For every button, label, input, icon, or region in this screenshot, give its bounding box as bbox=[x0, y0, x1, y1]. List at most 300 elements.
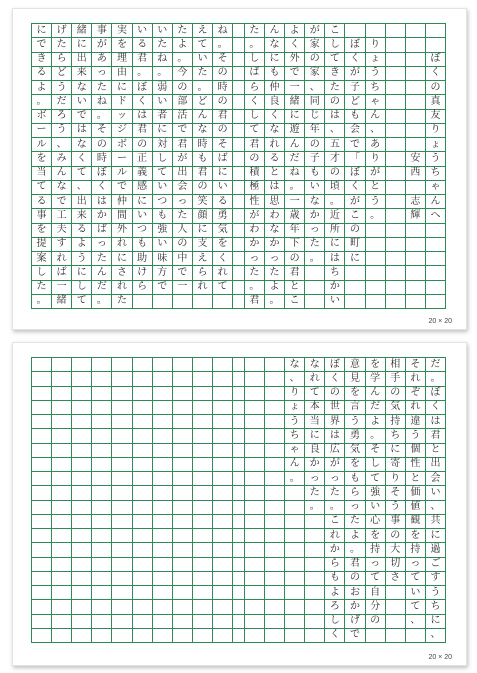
grid-cell: 子 bbox=[305, 152, 324, 166]
grid-column bbox=[172, 24, 192, 308]
grid-cell bbox=[193, 515, 212, 529]
grid-cell: の bbox=[173, 238, 192, 252]
grid-cell: ち bbox=[285, 429, 304, 443]
grid-cell: て bbox=[245, 124, 264, 138]
grid-column bbox=[244, 358, 264, 642]
grid-cell: も bbox=[345, 472, 364, 486]
grid-cell: ば bbox=[245, 67, 264, 81]
grid-cell bbox=[173, 444, 192, 458]
grid-cell: い bbox=[305, 181, 324, 195]
grid-cell bbox=[245, 629, 264, 642]
grid-cell bbox=[133, 543, 152, 557]
grid-cell bbox=[193, 387, 212, 401]
grid-cell bbox=[153, 600, 172, 614]
grid-cell: で bbox=[72, 110, 91, 124]
grid-cell bbox=[72, 558, 91, 572]
grid-column bbox=[91, 358, 111, 642]
grid-cell: た bbox=[305, 486, 324, 500]
grid-cell: に bbox=[133, 195, 152, 209]
grid-cell bbox=[112, 586, 131, 600]
grid-cell: も bbox=[265, 67, 284, 81]
grid-cell: 町 bbox=[345, 238, 364, 252]
grid-cell bbox=[72, 572, 91, 586]
grid-cell bbox=[245, 501, 264, 515]
grid-cell: の bbox=[285, 252, 304, 266]
grid-cell bbox=[406, 67, 425, 81]
grid-cell bbox=[406, 266, 425, 280]
grid-cell: で bbox=[345, 138, 364, 152]
grid-cell bbox=[406, 281, 425, 295]
grid-cell: だ bbox=[366, 401, 385, 415]
grid-cell: う bbox=[406, 429, 425, 443]
grid-cell: い bbox=[406, 586, 425, 600]
grid-cell: 人 bbox=[173, 224, 192, 238]
grid-cell bbox=[112, 558, 131, 572]
grid-cell bbox=[32, 372, 51, 386]
grid-cell: ぞ bbox=[406, 387, 425, 401]
grid-cell bbox=[406, 53, 425, 67]
gutter-cell bbox=[233, 415, 244, 429]
grid-cell bbox=[72, 515, 91, 529]
grid-cell bbox=[72, 401, 91, 415]
grid-cell: で bbox=[52, 195, 71, 209]
grid-cell: 来 bbox=[72, 67, 91, 81]
grid-cell: 仲 bbox=[112, 195, 131, 209]
grid-cell: そ bbox=[92, 124, 111, 138]
grid-cell: 、 bbox=[406, 615, 425, 629]
grid-cell: な bbox=[72, 138, 91, 152]
grid-cell bbox=[52, 558, 71, 572]
grid-column bbox=[32, 24, 51, 308]
grid-cell: 出 bbox=[173, 167, 192, 181]
grid-cell: ぼ bbox=[345, 38, 364, 52]
grid-cell bbox=[265, 529, 284, 543]
grid-cell: 意 bbox=[345, 358, 364, 372]
grid-cell: 君 bbox=[133, 53, 152, 67]
grid-cell: く bbox=[245, 95, 264, 109]
grid-cell bbox=[92, 415, 111, 429]
grid-cell bbox=[112, 387, 131, 401]
grid-cell: れ bbox=[305, 372, 324, 386]
grid-cell: を bbox=[112, 38, 131, 52]
grid-cell: れ bbox=[406, 372, 425, 386]
grid-cell: 感 bbox=[133, 181, 152, 195]
grid-cell: い bbox=[153, 238, 172, 252]
grid-cell: 年 bbox=[285, 224, 304, 238]
grid-cell: に bbox=[72, 266, 91, 280]
grid-cell: 良 bbox=[265, 95, 284, 109]
grid-cell bbox=[213, 444, 232, 458]
grid-cell: に bbox=[325, 238, 344, 252]
grid-cell bbox=[245, 586, 264, 600]
grid-column bbox=[192, 358, 212, 642]
grid-cell: く bbox=[213, 252, 232, 266]
grid-cell: 当 bbox=[32, 167, 51, 181]
grid-cell bbox=[72, 358, 91, 372]
grid-cell: 中 bbox=[173, 252, 192, 266]
grid-cell: に bbox=[305, 429, 324, 443]
grid-cell: 君 bbox=[213, 110, 232, 124]
grid-cell bbox=[153, 472, 172, 486]
grid-cell: 学 bbox=[366, 372, 385, 386]
grid-cell: ち bbox=[325, 266, 344, 280]
grid-cell: 。 bbox=[366, 429, 385, 443]
grid-cell: よ bbox=[72, 238, 91, 252]
grid-cell: な bbox=[193, 124, 212, 138]
grid-cell bbox=[386, 238, 405, 252]
grid-column bbox=[425, 24, 445, 308]
grid-cell bbox=[173, 558, 192, 572]
grid-cell bbox=[32, 429, 51, 443]
grid-cell bbox=[386, 295, 405, 308]
grid-cell bbox=[173, 629, 192, 642]
grid-cell bbox=[32, 387, 51, 401]
grid-cell bbox=[112, 401, 131, 415]
grid-cell bbox=[32, 586, 51, 600]
grid-cell: 。 bbox=[92, 110, 111, 124]
grid-cell bbox=[265, 472, 284, 486]
grid-cell bbox=[133, 501, 152, 515]
grid-cell bbox=[386, 615, 405, 629]
grid-cell: た bbox=[265, 266, 284, 280]
grid-cell: あ bbox=[92, 53, 111, 67]
grid-cell bbox=[112, 529, 131, 543]
grid-column bbox=[132, 24, 152, 308]
grid-column bbox=[264, 24, 284, 308]
grid-cell: た bbox=[117, 295, 128, 307]
grid-cell bbox=[386, 209, 405, 223]
grid-cell bbox=[133, 615, 152, 629]
grid-cell bbox=[265, 372, 284, 386]
grid-cell bbox=[112, 515, 131, 529]
grid-cell bbox=[406, 295, 425, 308]
grid-cell: ら bbox=[133, 281, 152, 295]
grid-cell bbox=[366, 224, 385, 238]
grid-cell: 五 bbox=[325, 138, 344, 152]
grid-cell: し bbox=[153, 152, 172, 166]
grid-cell: 、 bbox=[426, 501, 445, 515]
grid-cell: と bbox=[265, 167, 284, 181]
grid-cell: 個 bbox=[406, 444, 425, 458]
grid-cell bbox=[52, 501, 71, 515]
grid-cell: 安 bbox=[406, 152, 425, 166]
grid-cell bbox=[245, 444, 264, 458]
grid-cell: 提 bbox=[32, 238, 51, 252]
grid-cell: う bbox=[345, 415, 364, 429]
grid-cell: い bbox=[153, 95, 172, 109]
grid-cell bbox=[153, 444, 172, 458]
grid-cell: い bbox=[153, 181, 172, 195]
grid-cell: て bbox=[406, 572, 425, 586]
grid-cell: 工 bbox=[52, 209, 71, 223]
grid-cell: っ bbox=[325, 472, 344, 486]
grid-cell: は bbox=[325, 252, 344, 266]
grid-cell: 。 bbox=[32, 95, 51, 109]
grid-cell bbox=[345, 24, 364, 38]
grid-cell: 。 bbox=[133, 67, 152, 81]
grid-cell: ぼ bbox=[345, 167, 364, 181]
grid-cell: 年 bbox=[305, 124, 324, 138]
grid-cell: 本 bbox=[305, 401, 324, 415]
grid-cell bbox=[213, 401, 232, 415]
grid-cell: は bbox=[325, 110, 344, 124]
grid-cell bbox=[72, 372, 91, 386]
grid-cell: れ bbox=[52, 252, 71, 266]
grid-cell: の bbox=[213, 67, 232, 81]
grid-cell bbox=[32, 572, 51, 586]
grid-cell: 、 bbox=[430, 629, 441, 641]
grid-cell: ゃ bbox=[285, 444, 304, 458]
gutter-cell bbox=[233, 38, 244, 52]
grid-cell: を bbox=[32, 152, 51, 166]
grid-cell bbox=[245, 529, 264, 543]
grid-cell bbox=[92, 486, 111, 500]
grid-column bbox=[172, 358, 192, 642]
grid-cell: ち bbox=[426, 167, 445, 181]
grid-cell: て bbox=[76, 295, 87, 307]
grid-cell bbox=[285, 600, 304, 614]
grid-cell: 性 bbox=[245, 195, 264, 209]
grid-cell: 所 bbox=[325, 224, 344, 238]
grid-cell: 家 bbox=[305, 38, 324, 52]
grid-cell bbox=[153, 586, 172, 600]
grid-cell: ち bbox=[386, 429, 405, 443]
grid-cell: く bbox=[285, 38, 304, 52]
grid-cell bbox=[173, 486, 192, 500]
grid-cell: は bbox=[426, 415, 445, 429]
grid-cell bbox=[265, 600, 284, 614]
gutter-cell bbox=[233, 572, 244, 586]
grid-cell bbox=[265, 429, 284, 443]
grid-cell bbox=[153, 515, 172, 529]
grid-cell bbox=[173, 572, 192, 586]
grid-cell: を bbox=[213, 238, 232, 252]
grid-cell bbox=[92, 472, 111, 486]
grid-cell: て bbox=[325, 53, 344, 67]
grid-cell bbox=[193, 444, 212, 458]
grid-cell: ぼ bbox=[133, 81, 152, 95]
grid-cell: 極 bbox=[245, 181, 264, 195]
grid-cell: ろ bbox=[325, 600, 344, 614]
grid-cell: 一 bbox=[285, 81, 304, 95]
grid-cell: 事 bbox=[386, 515, 405, 529]
grid-cell: 遊 bbox=[285, 124, 304, 138]
grid-cell: く bbox=[426, 401, 445, 415]
grid-cell: 一 bbox=[173, 281, 192, 295]
grid-cell bbox=[153, 501, 172, 515]
grid-cell: し bbox=[72, 281, 91, 295]
grid-cell bbox=[112, 358, 131, 372]
grid-cell bbox=[173, 295, 192, 308]
grid-cell bbox=[305, 572, 324, 586]
grid-cell bbox=[52, 515, 71, 529]
grid-cell: い bbox=[153, 24, 172, 38]
grid-cell bbox=[133, 529, 152, 543]
grid-cell bbox=[285, 501, 304, 515]
grid-cell: ど bbox=[52, 67, 71, 81]
grid-cell bbox=[213, 387, 232, 401]
grid-cell: だ bbox=[52, 95, 71, 109]
grid-cell: る bbox=[265, 152, 284, 166]
grid-cell bbox=[112, 501, 131, 515]
grid-cell bbox=[32, 515, 51, 529]
grid-cell: ょ bbox=[285, 401, 304, 415]
grid-cell: ん bbox=[285, 138, 304, 152]
grid-cell: い bbox=[133, 24, 152, 38]
grid-cell: 顔 bbox=[193, 209, 212, 223]
grid-cell bbox=[133, 444, 152, 458]
grid-cell: の bbox=[345, 572, 364, 586]
grid-cell bbox=[265, 572, 284, 586]
grid-cell bbox=[173, 615, 192, 629]
gutter-cell bbox=[233, 138, 244, 152]
grid-cell: も bbox=[325, 572, 344, 586]
grid-cell: を bbox=[366, 358, 385, 372]
grid-cell bbox=[112, 415, 131, 429]
grid-cell: の bbox=[213, 124, 232, 138]
grid-cell: と bbox=[406, 472, 425, 486]
grid-cell: で bbox=[32, 38, 51, 52]
grid-cell bbox=[213, 472, 232, 486]
grid-column bbox=[192, 24, 212, 308]
grid-cell: い bbox=[426, 486, 445, 500]
grid-cell: れ bbox=[112, 281, 131, 295]
grid-cell bbox=[213, 501, 232, 515]
grid-cell bbox=[406, 38, 425, 52]
grid-cell: 。 bbox=[325, 501, 344, 515]
grid-cell: し bbox=[32, 266, 51, 280]
grid-cell bbox=[386, 195, 405, 209]
grid-cell bbox=[133, 515, 152, 529]
grid-cell bbox=[32, 501, 51, 515]
grid-cell: す bbox=[426, 572, 445, 586]
grid-cell bbox=[193, 572, 212, 586]
grid-cell bbox=[245, 543, 264, 557]
grid-cell: に bbox=[285, 110, 304, 124]
grid-cell: 違 bbox=[406, 415, 425, 429]
grid-cell bbox=[133, 295, 152, 308]
grid-cell: 。 bbox=[245, 38, 264, 52]
gutter-cell bbox=[233, 24, 244, 38]
grid-cell: う bbox=[366, 67, 385, 81]
grid-cell: 当 bbox=[305, 415, 324, 429]
grid-cell: 。 bbox=[173, 53, 192, 67]
grid-cell bbox=[112, 615, 131, 629]
gutter-cell bbox=[233, 152, 244, 166]
grid-column bbox=[51, 358, 71, 642]
grid-cell bbox=[265, 615, 284, 629]
grid-cell: ょ bbox=[366, 53, 385, 67]
grid-cell bbox=[213, 529, 232, 543]
grid-cell: ん bbox=[193, 110, 212, 124]
grid-cell: だ bbox=[285, 152, 304, 166]
grid-cell: 値 bbox=[406, 501, 425, 515]
grid-cell: り bbox=[386, 472, 405, 486]
manuscript-sheet-2 bbox=[12, 342, 467, 666]
gutter-cell bbox=[233, 615, 244, 629]
gutter-cell bbox=[233, 529, 244, 543]
grid-cell bbox=[133, 358, 152, 372]
grid-cell: 正 bbox=[133, 152, 152, 166]
gutter-cell bbox=[233, 266, 244, 280]
gutter-cell bbox=[233, 195, 244, 209]
grid-cell: 積 bbox=[245, 167, 264, 181]
grid-cell: ド bbox=[112, 95, 131, 109]
grid-column bbox=[132, 358, 152, 642]
grid-cell: 助 bbox=[133, 252, 152, 266]
grid-cell bbox=[112, 444, 131, 458]
grid-cell: 君 bbox=[245, 138, 264, 152]
grid-cell bbox=[305, 586, 324, 600]
grid-column bbox=[304, 358, 324, 642]
grid-cell: 価 bbox=[406, 486, 425, 500]
grid-cell bbox=[406, 224, 425, 238]
grid-cell bbox=[366, 24, 385, 38]
grid-cell: ん bbox=[366, 110, 385, 124]
grid-cell: い bbox=[213, 181, 232, 195]
grid-cell bbox=[193, 415, 212, 429]
grid-cell: で bbox=[285, 67, 304, 81]
grid-cell: ろ bbox=[52, 110, 71, 124]
grid-cell: 間 bbox=[112, 209, 131, 223]
grid-cell: り bbox=[366, 152, 385, 166]
grid-column bbox=[212, 358, 232, 642]
grid-cell: ゃ bbox=[426, 181, 445, 195]
grid-cell: く bbox=[345, 181, 364, 195]
grid-cell: み bbox=[52, 152, 71, 166]
grid-cell bbox=[426, 252, 445, 266]
grid-cell: う bbox=[52, 81, 71, 95]
grid-cell: 出 bbox=[426, 458, 445, 472]
grid-cell: を bbox=[406, 529, 425, 543]
gutter-cell bbox=[233, 67, 244, 81]
grid-cell: ど bbox=[193, 95, 212, 109]
grid-cell: た bbox=[305, 238, 324, 252]
grid-cell: ぼ bbox=[325, 358, 344, 372]
grid-cell bbox=[153, 401, 172, 415]
grid-cell: は bbox=[92, 195, 111, 209]
grid-cell bbox=[72, 429, 91, 443]
grid-cell bbox=[386, 110, 405, 124]
grid-cell: に bbox=[386, 444, 405, 458]
grid-column bbox=[71, 358, 91, 642]
grid-cell: ボ bbox=[112, 138, 131, 152]
grid-cell bbox=[285, 572, 304, 586]
grid-column bbox=[304, 24, 324, 308]
grid-cell: 、 bbox=[72, 181, 91, 195]
grid-cell bbox=[285, 529, 304, 543]
manuscript-sheet-1 bbox=[12, 8, 467, 330]
grid-cell bbox=[193, 600, 212, 614]
grid-cell: 緒 bbox=[56, 295, 67, 307]
grid-cell: い bbox=[329, 295, 340, 307]
grid-cell bbox=[265, 401, 284, 415]
grid-cell: か bbox=[305, 209, 324, 223]
grid-cell: ね bbox=[153, 53, 172, 67]
grid-cell bbox=[193, 472, 212, 486]
grid-cell: 勇 bbox=[213, 209, 232, 223]
grid-cell: く bbox=[329, 629, 340, 641]
grid-cell: 持 bbox=[386, 415, 405, 429]
grid-cell bbox=[285, 586, 304, 600]
grid-cell: か bbox=[245, 238, 264, 252]
grid-cell bbox=[245, 600, 264, 614]
grid-cell: よ bbox=[173, 38, 192, 52]
grid-cell bbox=[193, 295, 212, 308]
grid-cell bbox=[173, 529, 192, 543]
grid-cell bbox=[213, 295, 232, 308]
grid-cell bbox=[193, 429, 212, 443]
